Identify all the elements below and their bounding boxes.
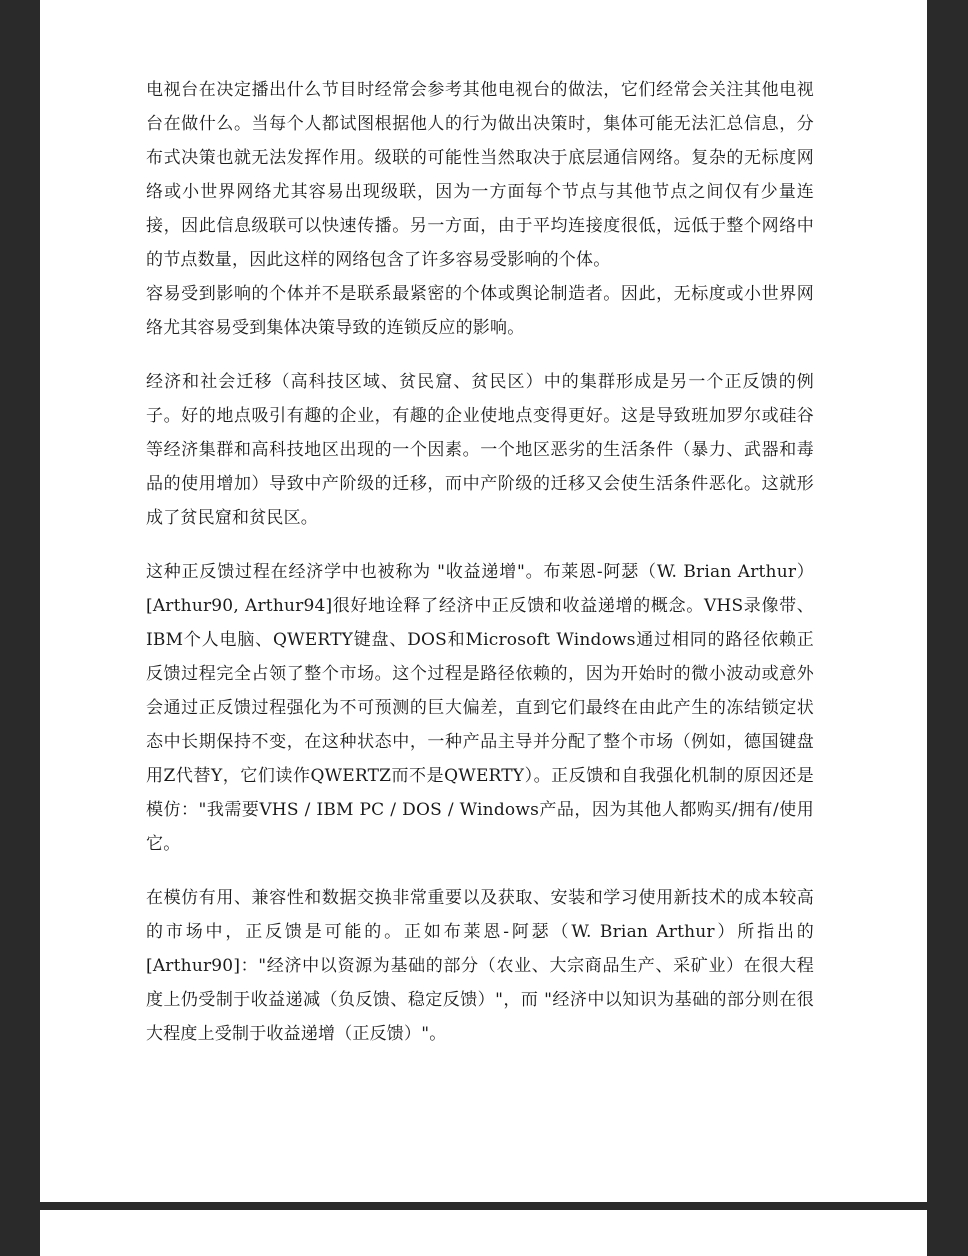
document-page: [40, 0, 927, 1202]
next-page: [40, 1210, 927, 1256]
paragraph: 这种正反馈过程在经济学中也被称为 "收益递增"。布莱恩-阿瑟（W. Brian Arthur）[Arthur90, Arthur94]很好地诠释了经济中正反馈和收益递增的概念。VHS录像带、IBM个人电脑、QWERTY键盘、DOS和Microsoft Windows通过相同的路径依赖正反馈过程完全占领了整个市场。这个过程是路径依赖的，因为开始时的微小波动或意外会通过正反馈过程强化为不可预测的巨大偏差，直到它们最终在由此产生的冻结锁定状态中长期保持不变，在这种状态中，一种产品主导并分配了整个市场（例如，德国键盘用Z代替Y，它们读作QWERTZ而不是QWERTY）。正反馈和自我强化机制的原因还是模仿："我需要VHS / IBM PC / DOS / Windows产品，因为其他人都购买/拥有/使用它。: [146, 562, 814, 854]
paragraph: 经济和社会迁移（高科技区域、贫民窟、贫民区）中的集群形成是另一个正反馈的例子。好的地点吸引有趣的企业，有趣的企业使地点变得更好。这是导致班加罗尔或硅谷等经济集群和高科技地区出现的一个因素。一个地区恶劣的生活条件（暴力、武器和毒品的使用增加）导致中产阶级的迁移，而中产阶级的迁移又会使生活条件恶化。这就形成了贫民窟和贫民区。: [146, 372, 814, 528]
document-body: [146, 73, 814, 1051]
paragraph: 电视台在决定播出什么节目时经常会参考其他电视台的做法，它们经常会关注其他电视台在做什么。当每个人都试图根据他人的行为做出决策时，集体可能无法汇总信息，分布式决策也就无法发挥作用。级联的可能性当然取决于底层通信网络。复杂的无标度网络或小世界网络尤其容易出现级联，因为一方面每个节点与其他节点之间仅有少量连接，因此信息级联可以快速传播。另一方面，由于平均连接度很低，远低于整个网络中的节点数量，因此这样的网络包含了许多容易受影响的个体。: [146, 80, 814, 270]
paragraph: 在模仿有用、兼容性和数据交换非常重要以及获取、安装和学习使用新技术的成本较高的市场中，正反馈是可能的。正如布莱恩-阿瑟（W. Brian Arthur）所指出的[Arthur90]："经济中以资源为基础的部分（农业、大宗商品生产、采矿业）在很大程度上仍受制于收益递减（负反馈、稳定反馈）"，而 "经济中以知识为基础的部分则在很大程度上受制于收益递增（正反馈）"。: [146, 888, 814, 1044]
paragraph: 容易受到影响的个体并不是联系最紧密的个体或舆论制造者。因此，无标度或小世界网络尤其容易受到集体决策导致的连锁反应的影响。: [146, 284, 814, 338]
